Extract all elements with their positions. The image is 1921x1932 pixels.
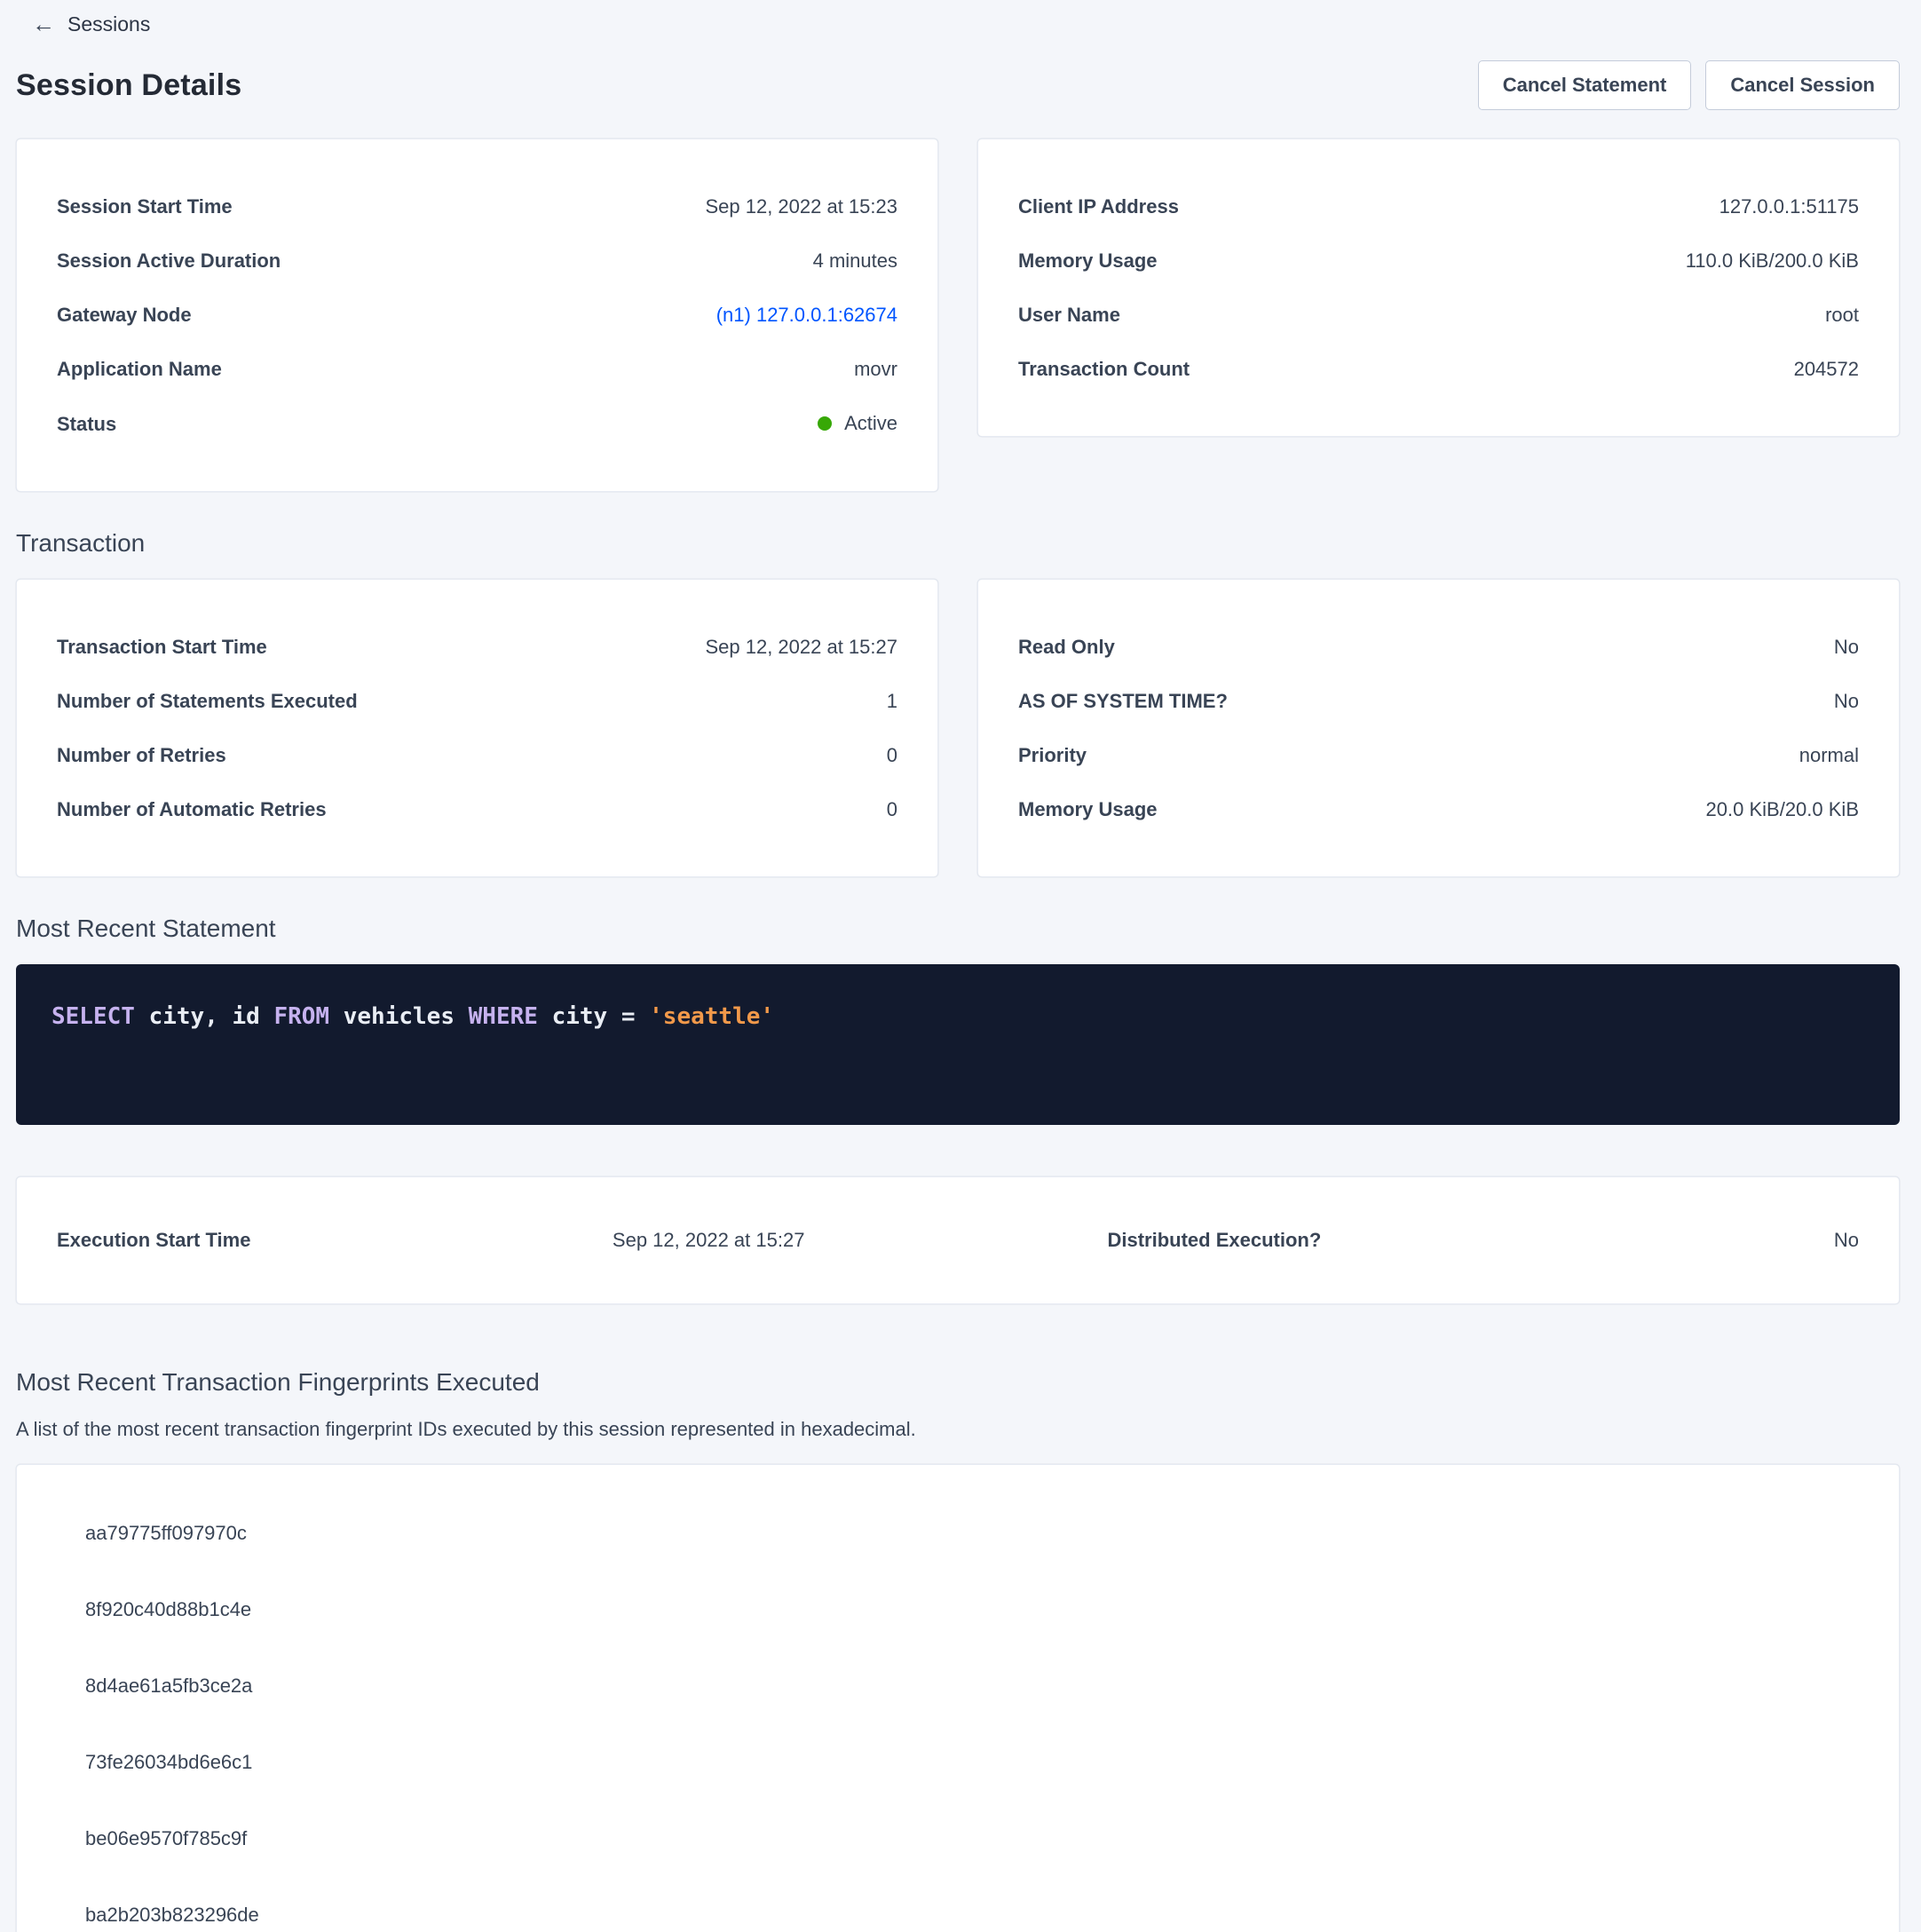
session-info-card-right — [977, 139, 1900, 437]
fingerprint-item: be06e9570f785c9f — [85, 1826, 248, 1849]
execution-start-time-row — [57, 1227, 804, 1253]
session-summary-grid — [16, 139, 1900, 492]
fingerprint-item: 8f920c40d88b1c4e — [85, 1597, 252, 1620]
status-row — [57, 396, 897, 451]
gateway-node-row — [57, 288, 897, 342]
sql-keyword: FROM — [273, 1002, 330, 1030]
back-link-label: Sessions — [67, 12, 151, 36]
fingerprint-item: 8d4ae61a5fb3ce2a — [85, 1674, 253, 1697]
sql-text: city, id — [134, 1002, 274, 1030]
transaction-card-left — [16, 579, 938, 877]
cancel-statement-button[interactable]: Cancel Statement — [1478, 60, 1692, 110]
sql-string-literal: 'seattle' — [649, 1002, 775, 1030]
statements-executed-row — [57, 674, 897, 728]
sql-statement-box — [16, 964, 1900, 1125]
back-to-sessions-link[interactable] — [16, 7, 150, 37]
row-label: Read Only — [1018, 635, 1115, 658]
application-name-row — [57, 342, 897, 396]
transaction-start-time-row — [57, 620, 897, 674]
fingerprint-item: 73fe26034bd6e6c1 — [85, 1750, 253, 1773]
fingerprint-item: aa79775ff097970c — [85, 1521, 247, 1544]
status-value — [818, 410, 897, 436]
row-value: 4 minutes — [812, 249, 897, 272]
row-value: root — [1825, 304, 1859, 326]
row-value: normal — [1798, 743, 1859, 766]
fingerprint-item: ba2b203b823296de — [85, 1903, 259, 1926]
session-active-duration-row — [57, 234, 897, 288]
row-label: Number of Automatic Retries — [57, 797, 327, 820]
fingerprints-description: A list of the most recent transaction fingerprint IDs executed by this session represented in hexadecimal. — [16, 1417, 916, 1440]
back-arrow-icon: ← — [32, 11, 55, 37]
priority-row — [1018, 728, 1859, 782]
row-label: Status — [57, 412, 117, 435]
cancel-session-button[interactable]: Cancel Session — [1705, 60, 1900, 110]
sql-text: vehicles — [329, 1002, 469, 1030]
status-active-dot-icon — [818, 416, 832, 431]
title-row — [16, 60, 1900, 110]
row-label: Client IP Address — [1018, 195, 1179, 218]
sql-keyword: SELECT — [51, 1002, 135, 1030]
row-value: No — [1833, 689, 1859, 712]
sql-text: city = — [537, 1002, 650, 1030]
row-label: Number of Retries — [57, 743, 226, 766]
row-value: 127.0.0.1:51175 — [1719, 195, 1859, 218]
row-value: 0 — [886, 797, 897, 820]
row-label: Transaction Count — [1018, 358, 1190, 380]
distributed-execution-row — [1107, 1227, 1859, 1253]
row-label: Priority — [1018, 743, 1087, 766]
row-value: 1 — [886, 689, 897, 712]
status-badge: Active — [844, 412, 897, 434]
row-label: Session Active Duration — [57, 249, 281, 272]
row-value: 110.0 KiB/200.0 KiB — [1685, 249, 1859, 272]
page-title: Session Details — [16, 67, 242, 102]
memory-usage-row — [1018, 234, 1859, 288]
as-of-system-time-row — [1018, 674, 1859, 728]
row-label: Gateway Node — [57, 304, 192, 326]
row-value: Sep 12, 2022 at 15:27 — [612, 1229, 805, 1251]
action-buttons — [1478, 60, 1900, 110]
read-only-row — [1018, 620, 1859, 674]
txn-memory-usage-row — [1018, 782, 1859, 836]
user-name-row — [1018, 288, 1859, 342]
automatic-retries-row — [57, 782, 897, 836]
transaction-count-row — [1018, 342, 1859, 396]
row-label: Transaction Start Time — [57, 635, 267, 658]
transaction-card-right — [977, 579, 1900, 877]
row-value: 20.0 KiB/20.0 KiB — [1705, 797, 1859, 820]
gateway-node-link[interactable]: (n1) 127.0.0.1:62674 — [715, 304, 897, 326]
row-value: Sep 12, 2022 at 15:23 — [705, 195, 897, 218]
row-value: No — [1833, 1229, 1859, 1251]
row-label: Memory Usage — [1018, 249, 1158, 272]
session-info-card-left — [16, 139, 938, 492]
statement-section-heading: Most Recent Statement — [16, 914, 276, 942]
transaction-section-heading: Transaction — [16, 528, 146, 557]
sql-keyword: WHERE — [468, 1002, 538, 1030]
row-value: movr — [854, 358, 897, 380]
row-label: Execution Start Time — [57, 1229, 251, 1251]
row-label: Memory Usage — [1018, 797, 1158, 820]
execution-card — [16, 1176, 1900, 1304]
client-ip-row — [1018, 179, 1859, 234]
retries-row — [57, 728, 897, 782]
row-value: No — [1833, 635, 1859, 658]
session-start-time-row — [57, 179, 897, 234]
row-label: Distributed Execution? — [1107, 1229, 1322, 1251]
transaction-grid — [16, 579, 1900, 877]
row-label: User Name — [1018, 304, 1120, 326]
row-label: AS OF SYSTEM TIME? — [1018, 689, 1228, 712]
row-label: Session Start Time — [57, 195, 233, 218]
row-value: 204572 — [1793, 358, 1859, 380]
row-label: Number of Statements Executed — [57, 689, 358, 712]
row-value: 0 — [886, 743, 897, 766]
row-label: Application Name — [57, 358, 222, 380]
fingerprints-section-heading: Most Recent Transaction Fingerprints Executed — [16, 1367, 540, 1396]
fingerprints-card — [16, 1464, 1900, 1932]
row-value: Sep 12, 2022 at 15:27 — [705, 635, 897, 658]
